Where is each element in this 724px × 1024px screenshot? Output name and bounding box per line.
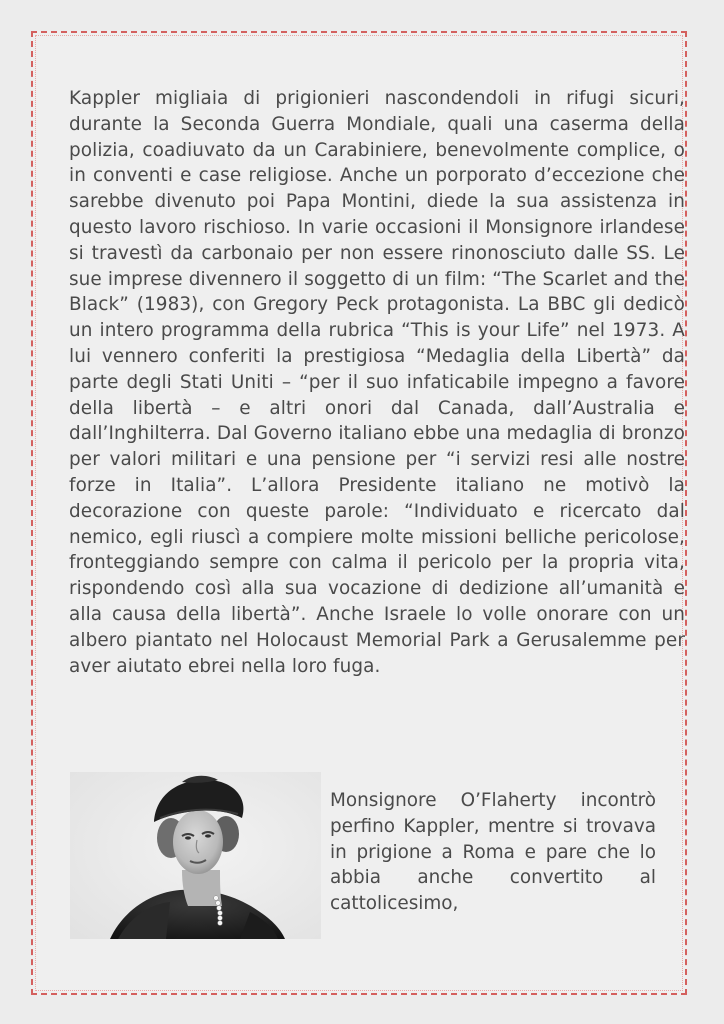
main-paragraph: Kappler migliaia di prigionieri nascondendoli in rifugi sicuri, durante la Seconda Guerra Mondiale, quali una caserma della polizia, coadiuvato da un Carabiniere, benevolmente complice, o in conventi e case religiose. Anche un porporato d’eccezione che sarebbe divenuto poi Papa Montini, diede la sua assistenza in questo lavoro rischioso. In varie occasioni il Monsignore irlandese si travestì da carbonaio per non essere rinonosciuto dalle SS. Le sue imprese divennero il soggetto di un film: “The Scarlet and the Black” (1983), con Gregory Peck protagonista. La BBC gli dedicò un intero programma della rubrica “This is your Life” nel 1973. A lui vennero conferiti la prestigiosa “Medaglia della Libertà” da parte degli Stati Uniti – “per il suo infaticabile impegno a favore della libertà – e altri onori dal Canada, dall’Australia e dall’Inghilterra. Dal Governo italiano ebbe una medaglia di bronzo per valori militari e una pensione per “i servizi resi alle nostre forze in Italia”. L’allora Presidente italiano ne motivò la decorazione con queste parole: “Individuato e ricercato dal nemico, egli riuscì a compiere molte missioni belliche pericolose, fronteggiando sempre con calma il pericolo per la propria vita, rispondendo così alla sua vocazione di dedizione all’umanità e alla causa della libertà”. Anche Israele lo volle onorare con un albero piantato nel Holocaust Memorial Park a Gerusalemme per aver aiutato ebrei nella loro fuga. <box>69 88 685 677</box>
side-paragraph: Monsignore O’Flaherty incontrò perfino Kappler, mentre si trovava in prigione a Roma e pare che lo abbia anche convertito al cattolicesimo, <box>330 790 656 915</box>
portrait-photo <box>70 772 321 939</box>
